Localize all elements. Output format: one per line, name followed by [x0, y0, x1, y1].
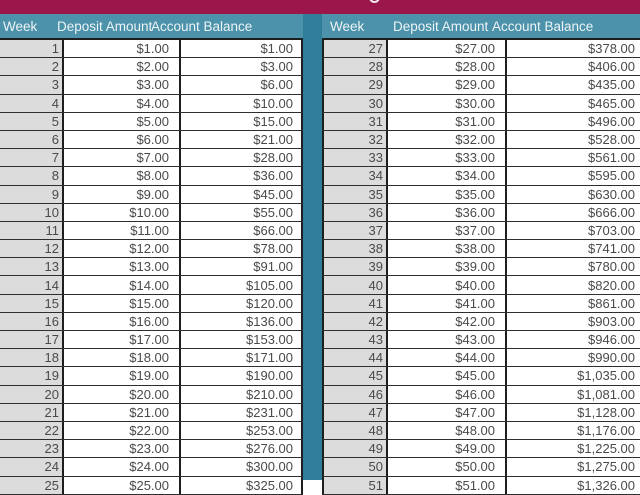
table-row — [322, 222, 640, 240]
cell-deposit-amount: $50.00 — [388, 458, 507, 475]
table-row — [0, 58, 303, 76]
cell-account-balance: $21.00 — [181, 131, 303, 148]
cell-deposit-amount: $3.00 — [64, 76, 181, 93]
table-row — [0, 276, 303, 294]
table-header-row — [0, 14, 303, 38]
cell-week: 44 — [322, 349, 388, 366]
table-row — [322, 204, 640, 222]
cell-deposit-amount: $19.00 — [64, 367, 181, 384]
cell-account-balance: $231.00 — [181, 404, 303, 421]
table-row — [322, 440, 640, 458]
cell-week: 24 — [0, 458, 64, 475]
cell-deposit-amount: $45.00 — [388, 367, 507, 384]
cell-week: 50 — [322, 458, 388, 475]
table-row — [0, 313, 303, 331]
table-row — [0, 95, 303, 113]
cell-account-balance: $1,326.00 — [507, 477, 640, 494]
cell-week: 18 — [0, 349, 64, 366]
cell-deposit-amount: $17.00 — [64, 331, 181, 348]
column-header-deposit-amount: Deposit Amount — [57, 19, 153, 34]
cell-week: 30 — [322, 95, 388, 112]
cell-deposit-amount: $9.00 — [64, 186, 181, 203]
cell-deposit-amount: $31.00 — [388, 113, 507, 130]
cell-deposit-amount: $16.00 — [64, 313, 181, 330]
cell-deposit-amount: $23.00 — [64, 440, 181, 457]
cell-account-balance: $903.00 — [507, 313, 640, 330]
cell-week: 37 — [322, 222, 388, 239]
table-weeks-1-25 — [0, 14, 303, 495]
cell-week: 40 — [322, 276, 388, 293]
cell-deposit-amount: $46.00 — [388, 386, 507, 403]
table-row — [0, 349, 303, 367]
table-row — [322, 386, 640, 404]
cell-week: 34 — [322, 167, 388, 184]
table-row — [0, 386, 303, 404]
cell-week: 22 — [0, 422, 64, 439]
cell-account-balance: $946.00 — [507, 331, 640, 348]
cell-week: 32 — [322, 131, 388, 148]
cell-account-balance: $1,176.00 — [507, 422, 640, 439]
table-row — [0, 131, 303, 149]
cell-account-balance: $276.00 — [181, 440, 303, 457]
cell-deposit-amount: $47.00 — [388, 404, 507, 421]
cell-week: 41 — [322, 295, 388, 312]
cell-account-balance: $1,128.00 — [507, 404, 640, 421]
table-row — [0, 331, 303, 349]
cell-account-balance: $990.00 — [507, 349, 640, 366]
cell-account-balance: $561.00 — [507, 149, 640, 166]
table-row — [0, 258, 303, 276]
table-row — [322, 331, 640, 349]
cell-week: 21 — [0, 404, 64, 421]
cell-account-balance: $28.00 — [181, 149, 303, 166]
cell-week: 36 — [322, 204, 388, 221]
cell-week: 2 — [0, 58, 64, 75]
cell-deposit-amount: $38.00 — [388, 240, 507, 257]
cell-account-balance: $78.00 — [181, 240, 303, 257]
column-header-week: Week — [330, 19, 365, 34]
cell-account-balance: $120.00 — [181, 295, 303, 312]
column-header-week: Week — [3, 19, 38, 34]
cell-deposit-amount: $28.00 — [388, 58, 507, 75]
cell-account-balance: $630.00 — [507, 186, 640, 203]
table-row — [322, 240, 640, 258]
table-row — [322, 477, 640, 495]
table-row — [0, 40, 303, 58]
cell-week: 43 — [322, 331, 388, 348]
table-row — [322, 113, 640, 131]
cell-week: 23 — [0, 440, 64, 457]
cell-week: 27 — [322, 40, 388, 57]
cell-deposit-amount: $39.00 — [388, 258, 507, 275]
table-body — [322, 38, 640, 495]
cell-week: 12 — [0, 240, 64, 257]
cell-account-balance: $1,081.00 — [507, 386, 640, 403]
cell-week: 16 — [0, 313, 64, 330]
table-row — [322, 186, 640, 204]
cell-week: 38 — [322, 240, 388, 257]
table-row — [0, 458, 303, 476]
cell-week: 33 — [322, 149, 388, 166]
table-row — [322, 95, 640, 113]
table-body — [0, 38, 303, 495]
table-row — [0, 113, 303, 131]
table-row — [0, 404, 303, 422]
cell-deposit-amount: $29.00 — [388, 76, 507, 93]
cell-week: 3 — [0, 76, 64, 93]
cell-week: 8 — [0, 167, 64, 184]
table-row — [0, 422, 303, 440]
cell-deposit-amount: $43.00 — [388, 331, 507, 348]
cell-account-balance: $190.00 — [181, 367, 303, 384]
table-row — [0, 186, 303, 204]
cell-deposit-amount: $18.00 — [64, 349, 181, 366]
cell-week: 28 — [322, 58, 388, 75]
cell-account-balance: $861.00 — [507, 295, 640, 312]
cell-week: 13 — [0, 258, 64, 275]
cell-deposit-amount: $34.00 — [388, 167, 507, 184]
cell-account-balance: $3.00 — [181, 58, 303, 75]
column-header-account-balance: Account Balance — [151, 19, 253, 34]
cell-deposit-amount: $24.00 — [64, 458, 181, 475]
table-row — [322, 422, 640, 440]
cell-week: 49 — [322, 440, 388, 457]
cell-deposit-amount: $35.00 — [388, 186, 507, 203]
cell-deposit-amount: $7.00 — [64, 149, 181, 166]
cell-week: 19 — [0, 367, 64, 384]
cell-account-balance: $496.00 — [507, 113, 640, 130]
cell-account-balance: $36.00 — [181, 167, 303, 184]
cell-week: 48 — [322, 422, 388, 439]
cell-deposit-amount: $30.00 — [388, 95, 507, 112]
cell-account-balance: $210.00 — [181, 386, 303, 403]
cell-week: 10 — [0, 204, 64, 221]
cell-account-balance: $15.00 — [181, 113, 303, 130]
cell-week: 51 — [322, 477, 388, 494]
column-header-deposit-amount: Deposit Amount — [393, 19, 489, 34]
table-row — [0, 167, 303, 185]
cell-deposit-amount: $42.00 — [388, 313, 507, 330]
cell-account-balance: $703.00 — [507, 222, 640, 239]
cell-week: 20 — [0, 386, 64, 403]
table-row — [0, 240, 303, 258]
cell-account-balance: $300.00 — [181, 458, 303, 475]
cell-account-balance: $171.00 — [181, 349, 303, 366]
cell-week: 9 — [0, 186, 64, 203]
cell-account-balance: $1.00 — [181, 40, 303, 57]
cell-week: 47 — [322, 404, 388, 421]
cell-week: 35 — [322, 186, 388, 203]
cell-deposit-amount: $33.00 — [388, 149, 507, 166]
table-row — [322, 367, 640, 385]
cell-deposit-amount: $32.00 — [388, 131, 507, 148]
cell-account-balance: $1,275.00 — [507, 458, 640, 475]
cell-week: 46 — [322, 386, 388, 403]
column-header-account-balance: Account Balance — [492, 19, 594, 34]
cell-account-balance: $1,225.00 — [507, 440, 640, 457]
cell-deposit-amount: $11.00 — [64, 222, 181, 239]
cell-account-balance: $780.00 — [507, 258, 640, 275]
cell-week: 45 — [322, 367, 388, 384]
cell-deposit-amount: $41.00 — [388, 295, 507, 312]
cell-deposit-amount: $44.00 — [388, 349, 507, 366]
cell-deposit-amount: $2.00 — [64, 58, 181, 75]
cell-deposit-amount: $15.00 — [64, 295, 181, 312]
cell-deposit-amount: $48.00 — [388, 422, 507, 439]
cell-account-balance: $378.00 — [507, 40, 640, 57]
table-row — [322, 58, 640, 76]
table-row — [322, 349, 640, 367]
table-row — [0, 295, 303, 313]
cell-deposit-amount: $22.00 — [64, 422, 181, 439]
table-row — [322, 40, 640, 58]
cell-week: 6 — [0, 131, 64, 148]
cell-week: 1 — [0, 40, 64, 57]
cell-deposit-amount: $10.00 — [64, 204, 181, 221]
title-banner — [0, 0, 640, 14]
cell-deposit-amount: $51.00 — [388, 477, 507, 494]
cell-week: 31 — [322, 113, 388, 130]
cell-account-balance: $820.00 — [507, 276, 640, 293]
cell-deposit-amount: $1.00 — [64, 40, 181, 57]
cell-week: 4 — [0, 95, 64, 112]
cell-deposit-amount: $20.00 — [64, 386, 181, 403]
table-row — [0, 440, 303, 458]
table-divider-strip — [303, 14, 322, 480]
cell-week: 15 — [0, 295, 64, 312]
cell-week: 29 — [322, 76, 388, 93]
cell-account-balance: $45.00 — [181, 186, 303, 203]
table-row — [322, 313, 640, 331]
table-row — [322, 167, 640, 185]
table-weeks-27-51 — [322, 14, 640, 495]
cell-week: 25 — [0, 477, 64, 494]
cell-deposit-amount: $14.00 — [64, 276, 181, 293]
cell-deposit-amount: $37.00 — [388, 222, 507, 239]
cell-account-balance: $595.00 — [507, 167, 640, 184]
cell-week: 5 — [0, 113, 64, 130]
cell-account-balance: $66.00 — [181, 222, 303, 239]
cell-account-balance: $105.00 — [181, 276, 303, 293]
table-row — [322, 258, 640, 276]
table-row — [0, 76, 303, 94]
cell-account-balance: $153.00 — [181, 331, 303, 348]
table-row — [322, 76, 640, 94]
cell-deposit-amount: $49.00 — [388, 440, 507, 457]
cell-week: 17 — [0, 331, 64, 348]
table-row — [322, 295, 640, 313]
cell-account-balance: $435.00 — [507, 76, 640, 93]
cell-deposit-amount: $36.00 — [388, 204, 507, 221]
cell-account-balance: $465.00 — [507, 95, 640, 112]
table-row — [322, 458, 640, 476]
cell-deposit-amount: $4.00 — [64, 95, 181, 112]
cell-account-balance: $1,035.00 — [507, 367, 640, 384]
cell-account-balance: $10.00 — [181, 95, 303, 112]
cell-account-balance: $253.00 — [181, 422, 303, 439]
cell-deposit-amount: $5.00 — [64, 113, 181, 130]
table-row — [0, 477, 303, 495]
cell-week: 7 — [0, 149, 64, 166]
cell-deposit-amount: $6.00 — [64, 131, 181, 148]
cell-week: 42 — [322, 313, 388, 330]
table-header-row — [322, 14, 640, 38]
table-row — [0, 149, 303, 167]
cell-deposit-amount: $25.00 — [64, 477, 181, 494]
cell-account-balance: $136.00 — [181, 313, 303, 330]
title-descender-glyph — [369, 0, 380, 3]
cell-deposit-amount: $12.00 — [64, 240, 181, 257]
cell-account-balance: $528.00 — [507, 131, 640, 148]
table-row — [0, 222, 303, 240]
cell-account-balance: $325.00 — [181, 477, 303, 494]
cell-account-balance: $741.00 — [507, 240, 640, 257]
table-row — [322, 149, 640, 167]
cell-deposit-amount: $27.00 — [388, 40, 507, 57]
cell-deposit-amount: $21.00 — [64, 404, 181, 421]
cell-account-balance: $406.00 — [507, 58, 640, 75]
cell-account-balance: $666.00 — [507, 204, 640, 221]
cell-week: 14 — [0, 276, 64, 293]
table-row — [322, 404, 640, 422]
cell-account-balance: $91.00 — [181, 258, 303, 275]
cell-week: 11 — [0, 222, 64, 239]
cell-account-balance: $55.00 — [181, 204, 303, 221]
table-row — [322, 276, 640, 294]
cell-account-balance: $6.00 — [181, 76, 303, 93]
table-row — [322, 131, 640, 149]
cell-deposit-amount: $8.00 — [64, 167, 181, 184]
cell-deposit-amount: $40.00 — [388, 276, 507, 293]
table-row — [0, 204, 303, 222]
table-row — [0, 367, 303, 385]
cell-deposit-amount: $13.00 — [64, 258, 181, 275]
cell-week: 39 — [322, 258, 388, 275]
